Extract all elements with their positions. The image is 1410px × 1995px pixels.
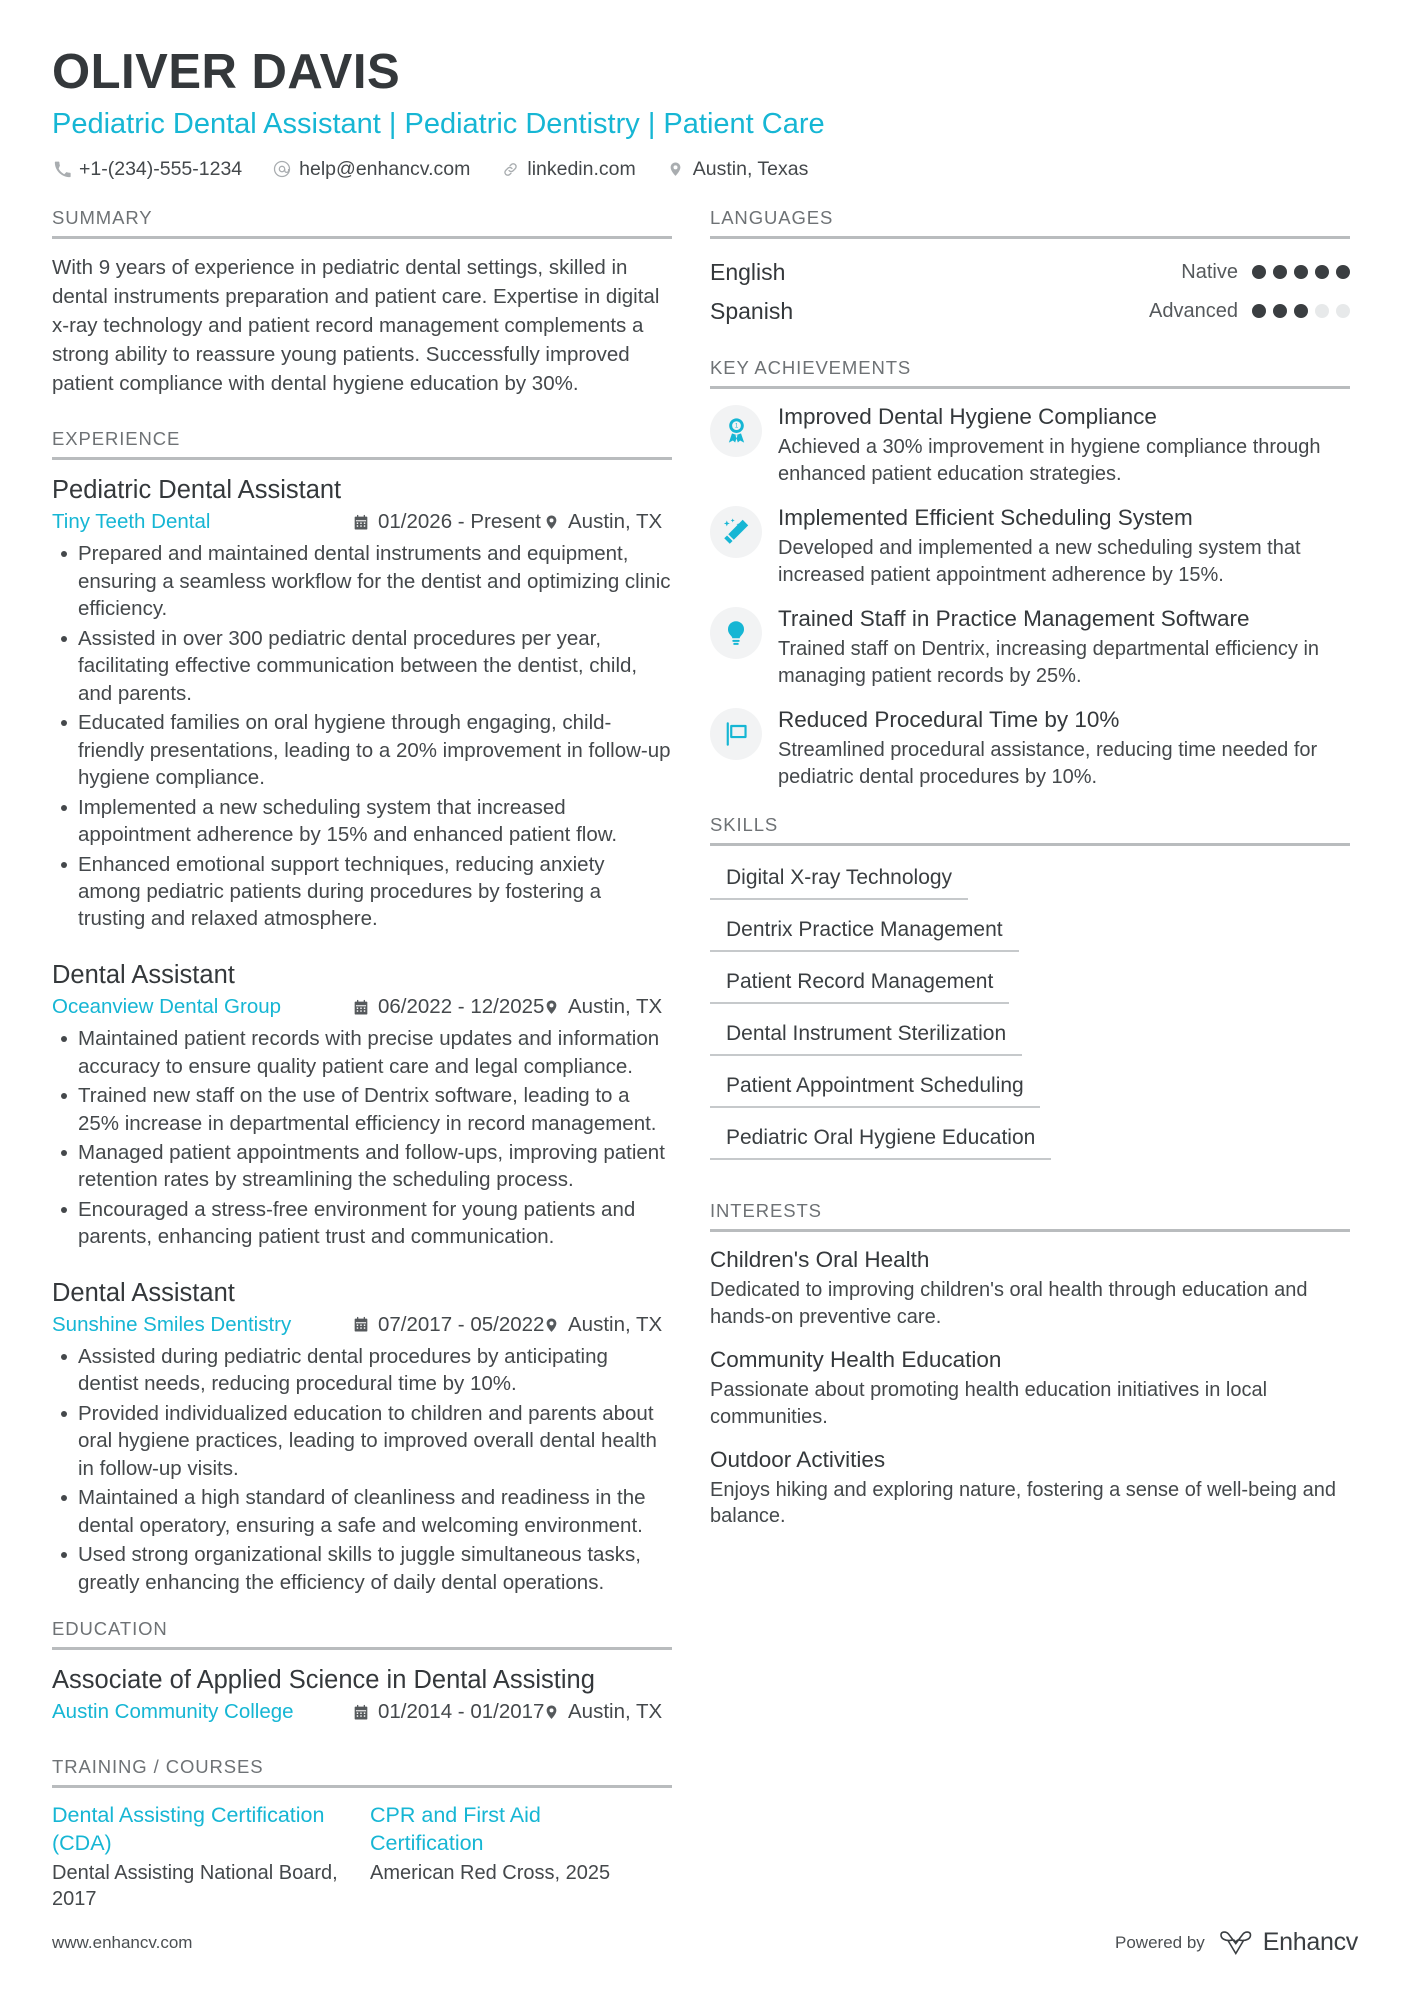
section-heading-experience: EXPERIENCE: [52, 428, 181, 450]
proficiency-dot: [1315, 304, 1329, 318]
achievement-title: Implemented Efficient Scheduling System: [778, 504, 1193, 530]
skill-row: [710, 1120, 1350, 1172]
section-heading-education: EDUCATION: [52, 1618, 168, 1640]
interests-list: [710, 1246, 1350, 1530]
proficiency-dot: [1315, 265, 1329, 279]
experience-entry: [52, 474, 672, 933]
award-ribbon-icon: [710, 405, 762, 457]
job-bullet: Trained new staff on the use of Dentrix software, leading to a 25% increase in departmental efficiency in record management.: [52, 1082, 672, 1137]
skill-chip: Dental Instrument Sterilization: [710, 1016, 1022, 1056]
job-bullet: Maintained patient records with precise updates and information accuracy to ensure quality patient care and legal compliance.: [52, 1025, 672, 1080]
job-location-text: Austin, TX: [568, 510, 663, 534]
contact-text: help@enhancv.com: [299, 157, 471, 180]
achievement-description: Trained staff on Dentrix, increasing departmental efficiency in managing patient records by 25%.: [778, 637, 1320, 687]
job-meta: [52, 995, 672, 1019]
proficiency-dot: [1294, 265, 1308, 279]
job-location: [542, 1313, 662, 1337]
language-name: English: [710, 258, 786, 285]
calendar-icon: [352, 513, 370, 531]
language-level: Native: [1181, 260, 1238, 283]
achievement-description: Streamlined procedural assistance, reducing time needed for pediatric dental procedures by 10%.: [778, 738, 1318, 788]
summary-text: With 9 years of experience in pediatric dental settings, skilled in dental instruments preparation and patient care. Expertise in digital x-ray technology and patient record management complements a strong ability to reassure young patients. Successfully improved patient compliance with dental hygiene education by 30%.: [52, 255, 660, 396]
languages-list: [710, 253, 1350, 331]
language-proficiency-dots: [1252, 265, 1350, 279]
education-school[interactable]: Austin Community College: [52, 1700, 294, 1724]
contact-item-2[interactable]: [500, 158, 635, 181]
job-bullet: Educated families on oral hygiene through engaging, child-friendly presentations, leading to a 20% improvement in follow-up hygiene compliance.: [52, 709, 672, 791]
proficiency-dot: [1252, 265, 1266, 279]
achievement-entry: [710, 605, 1350, 690]
interest-title: Community Health Education: [710, 1347, 1002, 1373]
location-icon: [666, 159, 686, 179]
language-row: [710, 253, 1350, 292]
section-summary: [52, 207, 672, 399]
education-location: [542, 1700, 662, 1724]
job-location: [542, 995, 662, 1019]
section-heading-training: TRAINING / COURSES: [52, 1756, 264, 1778]
job-bullet: Enhanced emotional support techniques, reducing anxiety among pediatric patients during procedures by fostering a trusting and relaxed atmosphere.: [52, 851, 672, 933]
link-icon: [500, 159, 520, 179]
job-role: Pediatric Dental Assistant: [52, 476, 342, 505]
resume-body: [52, 207, 1358, 1917]
language-level: Advanced: [1149, 299, 1238, 322]
enhancv-logo: [1218, 1928, 1358, 1957]
job-role: Dental Assistant: [52, 960, 235, 989]
education-entry: [52, 1664, 672, 1724]
language-name: Spanish: [710, 297, 794, 324]
section-divider: [710, 386, 1350, 389]
job-dates-text: 06/2022 - 12/2025: [378, 995, 545, 1019]
skill-chip: Dentrix Practice Management: [710, 912, 1019, 952]
skill-chip: Patient Record Management: [710, 964, 1009, 1004]
training-title[interactable]: CPR and First Aid Certification: [370, 1803, 541, 1855]
interest-description: Dedicated to improving children's oral health through education and hands-on preventive care.: [710, 1278, 1308, 1328]
job-company[interactable]: Tiny Teeth Dental: [52, 510, 211, 534]
proficiency-dot: [1273, 265, 1287, 279]
interest-description: Passionate about promoting health education initiatives in local communities.: [710, 1378, 1268, 1428]
achievement-title: Improved Dental Hygiene Compliance: [778, 403, 1157, 429]
phone-icon: [52, 159, 72, 179]
section-divider: [52, 1647, 672, 1650]
lightbulb-icon: [710, 607, 762, 659]
job-bullets: [52, 540, 672, 933]
job-bullet: Assisted in over 300 pediatric dental procedures per year, facilitating effective communication between the dentist, child, and parents.: [52, 625, 672, 707]
enhancv-wordmark: Enhancv: [1262, 1928, 1358, 1956]
achievements-list: [710, 403, 1350, 791]
education-dates-text: 01/2014 - 01/2017: [378, 1700, 545, 1724]
job-bullets: [52, 1025, 672, 1251]
skill-row: [710, 1016, 1350, 1068]
enhancv-mark-icon: [1218, 1930, 1254, 1956]
section-heading-skills: SKILLS: [710, 814, 779, 836]
section-divider: [52, 457, 672, 460]
experience-list: [52, 474, 672, 1596]
contact-text: Austin, Texas: [692, 157, 809, 180]
contact-item-3[interactable]: [666, 158, 809, 181]
svg-text:1: 1: [734, 423, 738, 430]
skill-row: [710, 912, 1350, 964]
calendar-icon: [352, 998, 370, 1016]
job-bullet: Implemented a new scheduling system that increased appointment adherence by 15% and enhanced patient flow.: [52, 794, 672, 849]
page-title: OLIVER DAVIS: [52, 45, 401, 99]
resume-header: [52, 46, 1358, 181]
interest-description: Enjoys hiking and exploring nature, fostering a sense of well-being and balance.: [710, 1478, 1336, 1528]
interest-entry: [710, 1446, 1350, 1530]
job-company[interactable]: Oceanview Dental Group: [52, 995, 282, 1019]
job-location-text: Austin, TX: [568, 1312, 663, 1336]
training-title[interactable]: Dental Assisting Certification (CDA): [52, 1803, 325, 1855]
job-location: [542, 510, 662, 534]
achievement-body: [778, 504, 1350, 589]
language-proficiency-dots: [1252, 304, 1350, 318]
job-location-text: Austin, TX: [568, 995, 663, 1019]
education-location-text: Austin, TX: [568, 1700, 663, 1724]
section-training: [52, 1756, 672, 1912]
proficiency-dot: [1273, 304, 1287, 318]
contact-text: +1-(234)-555-1234: [79, 157, 243, 180]
education-dates: [352, 1700, 545, 1724]
proficiency-dot: [1336, 265, 1350, 279]
training-entry: [52, 1802, 338, 1912]
job-meta: [52, 510, 672, 534]
job-meta: [52, 1313, 672, 1337]
achievement-title: Reduced Procedural Time by 10%: [778, 706, 1120, 732]
achievement-description: Developed and implemented a new scheduling system that increased patient appointment adherence by 15%.: [778, 536, 1301, 586]
job-role: Dental Assistant: [52, 1278, 235, 1307]
skill-row: [710, 860, 1350, 912]
job-company[interactable]: Sunshine Smiles Dentistry: [52, 1312, 292, 1336]
achievement-title: Trained Staff in Practice Management Software: [778, 605, 1250, 631]
achievement-body: [778, 605, 1350, 690]
location-icon: [542, 1316, 560, 1334]
footer-powered-by-label: Powered by: [1115, 1932, 1205, 1952]
section-experience: [52, 428, 672, 1596]
achievement-entry: [710, 403, 1350, 488]
training-list: [52, 1802, 672, 1912]
skills-list: [710, 860, 1350, 1172]
section-heading-key-achievements: KEY ACHIEVEMENTS: [710, 356, 912, 378]
page-footer: [52, 1928, 1358, 1957]
flag-icon: [710, 708, 762, 760]
language-row: [710, 292, 1350, 331]
job-bullets: [52, 1343, 672, 1596]
proficiency-dot: [1252, 304, 1266, 318]
magic-wand-icon: [710, 506, 762, 558]
job-bullet: Managed patient appointments and follow-ups, improving patient retention rates by streamlining the scheduling process.: [52, 1139, 672, 1194]
job-dates-text: 07/2017 - 05/2022: [378, 1312, 545, 1336]
contact-bar: [52, 158, 1358, 181]
section-key-achievements: [710, 357, 1350, 791]
job-bullet: Encouraged a stress-free environment for young patients and parents, enhancing patient trust and communication.: [52, 1196, 672, 1251]
interest-entry: [710, 1246, 1350, 1330]
footer-site-url[interactable]: www.enhancv.com: [52, 1932, 193, 1952]
job-bullet: Assisted during pediatric dental procedures by anticipating dentist needs, reducing procedural time by 10%.: [52, 1343, 672, 1398]
contact-item-0[interactable]: [52, 158, 242, 181]
section-divider: [52, 1785, 672, 1788]
contact-item-1[interactable]: [272, 158, 470, 181]
job-dates: [352, 995, 545, 1019]
interest-title: Children's Oral Health: [710, 1247, 930, 1273]
location-icon: [542, 1703, 560, 1721]
section-heading-summary: SUMMARY: [52, 206, 153, 228]
section-divider: [52, 236, 672, 239]
skill-chip: Digital X-ray Technology: [710, 860, 968, 900]
job-bullet: Used strong organizational skills to juggle simultaneous tasks, greatly enhancing the efficiency of daily dental operations.: [52, 1541, 672, 1596]
header-subtitle: Pediatric Dental Assistant | Pediatric Dentistry | Patient Care: [52, 107, 825, 140]
skill-chip: Pediatric Oral Hygiene Education: [710, 1120, 1051, 1160]
experience-entry: [52, 959, 672, 1251]
section-heading-interests: INTERESTS: [710, 1200, 822, 1222]
section-divider: [710, 1229, 1350, 1232]
calendar-icon: [352, 1316, 370, 1334]
location-icon: [542, 998, 560, 1016]
job-dates-text: 01/2026 - Present: [378, 510, 541, 534]
achievement-entry: [710, 706, 1350, 791]
section-skills: [710, 814, 1350, 1172]
training-subtitle: American Red Cross, 2025: [370, 1862, 611, 1885]
job-dates: [352, 1312, 545, 1337]
section-divider: [710, 843, 1350, 846]
contact-text: linkedin.com: [527, 157, 636, 180]
location-icon: [542, 513, 560, 531]
proficiency-dot: [1294, 304, 1308, 318]
calendar-icon: [352, 1703, 370, 1721]
education-meta: [52, 1700, 672, 1724]
section-education: [52, 1618, 672, 1724]
footer-brand-area: [1115, 1928, 1358, 1957]
job-bullet: Provided individualized education to children and parents about oral hygiene practices, leading to improved overall dental health in follow-up visits.: [52, 1400, 672, 1482]
achievement-body: [778, 403, 1350, 488]
section-divider: [710, 236, 1350, 239]
experience-entry: [52, 1277, 672, 1596]
job-dates: [352, 510, 542, 534]
achievement-body: [778, 706, 1350, 791]
training-entry: [370, 1802, 656, 1912]
section-languages: [710, 207, 1350, 331]
education-degree: Associate of Applied Science in Dental Assisting: [52, 1666, 595, 1695]
job-bullet: Prepared and maintained dental instruments and equipment, ensuring a seamless workflow for the dentist and optimizing clinic efficiency.: [52, 540, 672, 622]
email-icon: [272, 159, 292, 179]
interest-entry: [710, 1346, 1350, 1430]
education-list: [52, 1664, 672, 1724]
left-column: [52, 207, 672, 1917]
achievement-entry: [710, 504, 1350, 589]
achievement-description: Achieved a 30% improvement in hygiene compliance through enhanced patient education strategies.: [778, 436, 1321, 485]
interest-title: Outdoor Activities: [710, 1447, 886, 1473]
proficiency-dot: [1336, 304, 1350, 318]
section-heading-languages: LANGUAGES: [710, 206, 834, 228]
right-column: [710, 207, 1350, 1547]
training-subtitle: Dental Assisting National Board, 2017: [52, 1862, 338, 1911]
section-interests: [710, 1200, 1350, 1530]
skill-chip: Patient Appointment Scheduling: [710, 1068, 1040, 1108]
skill-row: [710, 964, 1350, 1016]
job-bullet: Maintained a high standard of cleanliness and readiness in the dental operatory, ensuring a safe and welcoming environment.: [52, 1484, 672, 1539]
skill-row: [710, 1068, 1350, 1120]
